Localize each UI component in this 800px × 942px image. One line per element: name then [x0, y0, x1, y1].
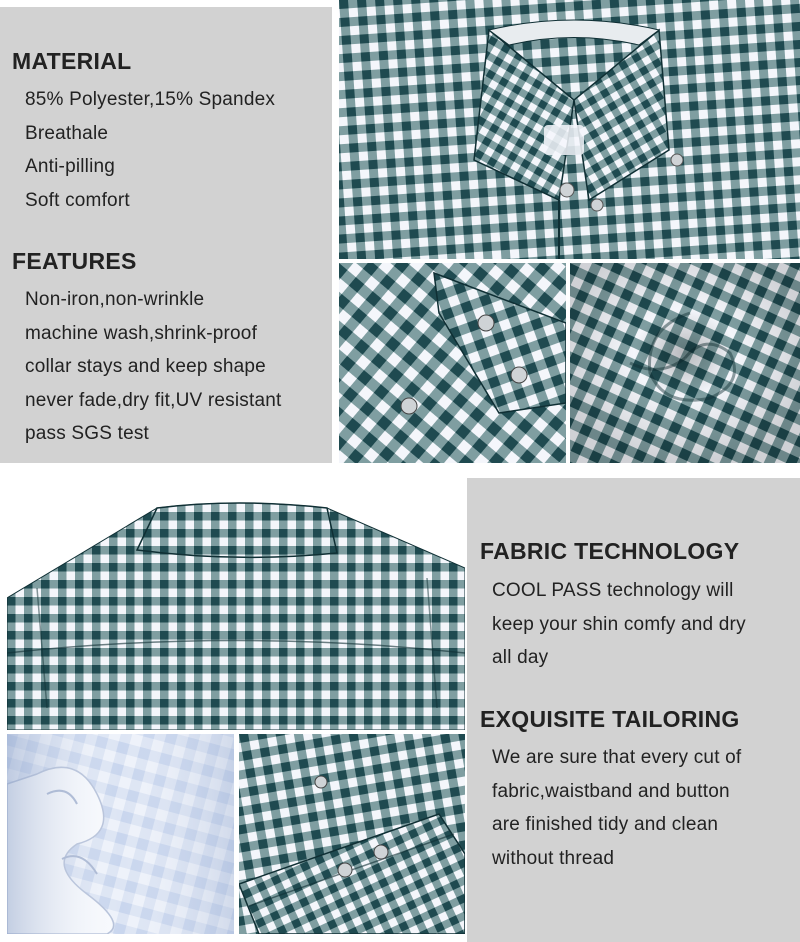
exquisite-tailoring-text — [492, 741, 792, 875]
material-list — [25, 83, 275, 217]
fabric-technology-line: all day — [492, 647, 549, 668]
fabric-technology-heading: FABRIC TECHNOLOGY — [480, 538, 740, 564]
material-item: Anti-pilling — [25, 156, 116, 177]
features-item: machine wash,shrink-proof — [25, 322, 258, 344]
collar-button-closeup-photo — [339, 263, 566, 463]
material-features-panel — [0, 7, 332, 463]
features-list — [25, 283, 281, 451]
fabric-technology-text — [492, 574, 792, 675]
exquisite-tailoring-heading: EXQUISITE TAILORING — [480, 706, 740, 732]
fabric-technology-line: COOL PASS technology will — [492, 580, 734, 601]
exquisite-tailoring-line: are finished tidy and clean — [492, 814, 719, 835]
features-item: Non-iron,non-wrinkle — [25, 289, 205, 310]
material-heading: MATERIAL — [12, 48, 132, 74]
exquisite-tailoring-line: fabric,waistband and button — [492, 780, 730, 802]
exquisite-tailoring-line: without thread — [492, 847, 615, 869]
sleeve-cuff-photo — [239, 734, 465, 934]
features-item: never fade,dry fit,UV resistant — [25, 389, 282, 411]
fabric-technology-line: keep your shin comfy and dry — [492, 613, 746, 635]
features-item: pass SGS test — [25, 423, 150, 444]
material-item: 85% Polyester,15% Spandex — [25, 89, 276, 110]
exquisite-tailoring-line: We are sure that every cut of — [492, 747, 742, 768]
fabric-tailoring-panel — [467, 478, 800, 942]
material-item: Breathale — [25, 122, 109, 144]
features-item: collar stays and keep shape — [25, 356, 266, 377]
material-item: Soft comfort — [25, 189, 130, 211]
features-heading: FEATURES — [12, 248, 137, 274]
shirt-back-photo — [7, 478, 465, 730]
fabric-swirl-photo — [570, 263, 800, 463]
collar-front-photo — [339, 0, 800, 259]
white-fabric-stretch-photo — [7, 734, 234, 934]
